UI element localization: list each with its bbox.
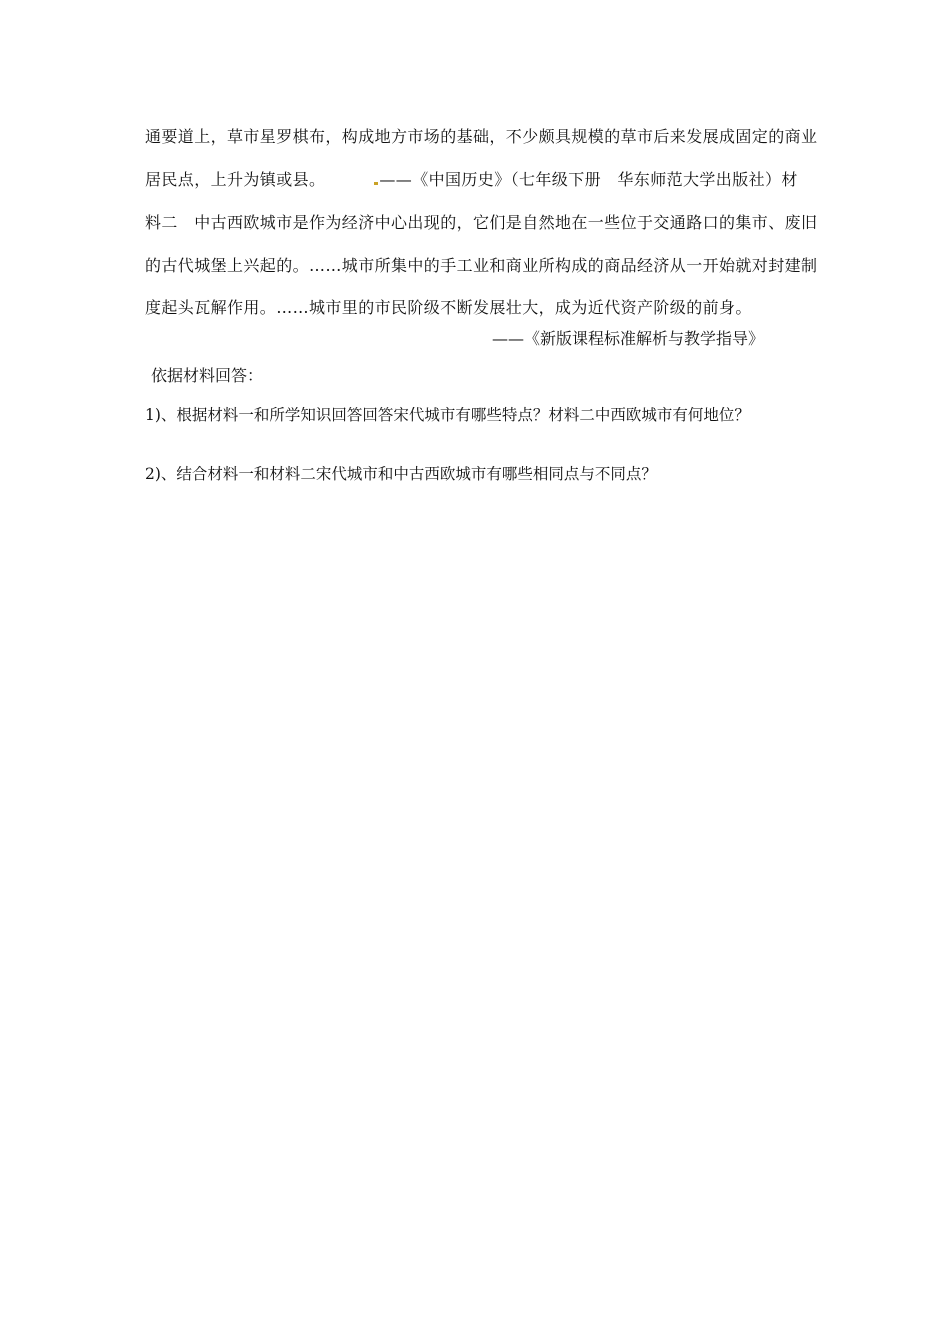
passage-line-5: 度起头瓦解作用。……城市里的市民阶级不断发展壮大，成为近代资产阶级的前身。 (145, 298, 752, 317)
passage-line-4: 的古代城堡上兴起的。……城市所集中的手工业和商业所构成的商品经济从一开始就对封建制 (145, 256, 818, 275)
question-2: 2)、结合材料一和材料二宋代城市和中古西欧城市有哪些相同点与不同点？ (145, 465, 657, 483)
passage-line-2 (145, 170, 798, 190)
question-1: 1)、根据材料一和所学知识回答回答宋代城市有哪些特点？材料二中西欧城市有何地位？ (145, 406, 750, 424)
instruction-text: 依据材料回答： (151, 366, 264, 385)
highlight-mark (374, 182, 378, 185)
passage-line-2-text: 居民点，上升为镇或县。 (145, 170, 326, 189)
passage-source-2: ——《新版课程标准解析与教学指导》 (492, 329, 765, 348)
passage-line-1: 通要道上，草市星罗棋布，构成地方市场的基础，不少颇具规模的草市后来发展成固定的商业 (145, 127, 818, 146)
passage-source-1: ——《中国历史》（七年级下册 华东师范大学出版社）材 (379, 170, 798, 189)
passage-line-3: 料二 中古西欧城市是作为经济中心出现的，它们是自然地在一些位于交通路口的集市、废旧 (145, 213, 818, 232)
